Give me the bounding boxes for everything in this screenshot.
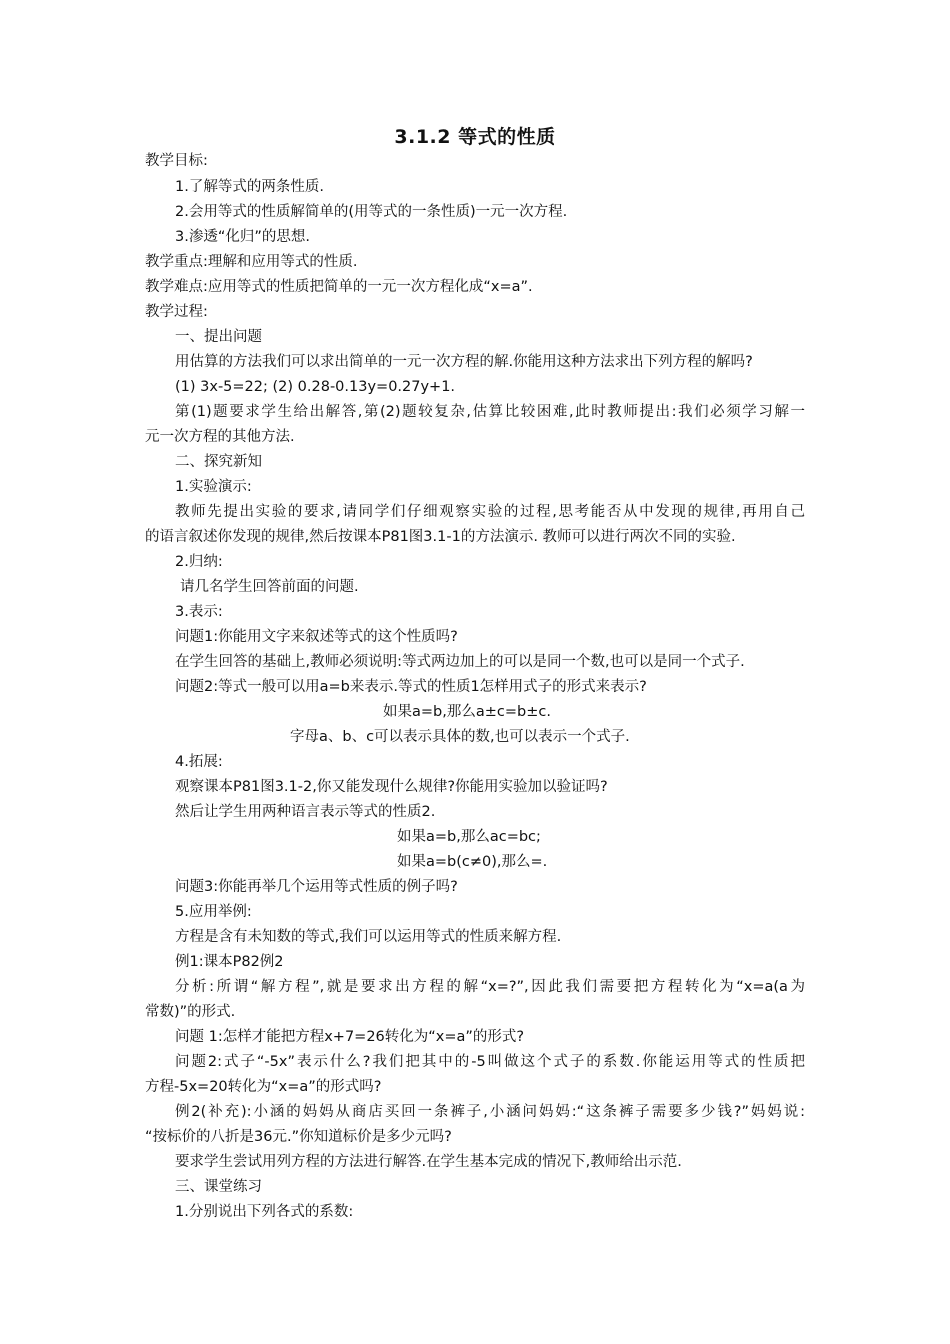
paragraph-line: 5.应用举例: <box>175 904 252 920</box>
formula-note: 字母a、b、c可以表示具体的数,也可以表示一个式子. <box>290 729 630 745</box>
paragraph-line: 常数)”的形式. <box>145 1004 236 1020</box>
paragraph-line: 教师先提出实验的要求,请同学们仔细观察实验的过程,思考能否从中发现的规律,再用自己 <box>175 504 805 520</box>
paragraph-line: 1.分别说出下列各式的系数: <box>175 1204 354 1220</box>
paragraph-line: 方程-5x=20转化为“x=a”的形式吗? <box>145 1079 382 1095</box>
section-heading-objectives: 教学目标: <box>145 153 208 169</box>
section-heading-process: 教学过程: <box>145 304 208 320</box>
formula-line: 如果a=b(c≠0),那么=. <box>397 854 548 870</box>
paragraph-line: “按标价的八折是36元.”你知道标价是多少元吗? <box>145 1129 452 1145</box>
subsection-heading: 一、提出问题 <box>175 329 262 345</box>
paragraph-line: 问题2:等式一般可以用a=b来表示.等式的性质1怎样用式子的形式来表示? <box>175 679 647 695</box>
subsection-heading: 三、课堂练习 <box>175 1179 262 1195</box>
paragraph-line: 在学生回答的基础上,教师必须说明:等式两边加上的可以是同一个数,也可以是同一个式子. <box>175 654 745 670</box>
paragraph-line: 第(1)题要求学生给出解答,第(2)题较复杂,估算比较困难,此时教师提出:我们必须学习解一 <box>175 404 805 420</box>
formula-line: 如果a=b,那么a±c=b±c. <box>383 704 551 720</box>
paragraph-line: 1.了解等式的两条性质. <box>175 179 324 195</box>
paragraph-line: 1.实验演示: <box>175 479 252 495</box>
paragraph-line: 4.拓展: <box>175 754 223 770</box>
paragraph-line: 问题2:式子“-5x”表示什么?我们把其中的-5叫做这个式子的系数.你能运用等式的性质把 <box>175 1054 805 1070</box>
paragraph-line: 问题3:你能再举几个运用等式性质的例子吗? <box>175 879 458 895</box>
paragraph-line: 请几名学生回答前面的问题. <box>180 579 359 595</box>
paragraph-line: 然后让学生用两种语言表示等式的性质2. <box>175 804 436 820</box>
paragraph-line: 问题1:你能用文字来叙述等式的这个性质吗? <box>175 629 458 645</box>
paragraph-line: 3.渗透“化归”的思想. <box>175 229 310 245</box>
paragraph-line: 用估算的方法我们可以求出简单的一元一次方程的解.你能用这种方法求出下列方程的解吗? <box>175 354 753 370</box>
paragraph-line: 观察课本P81图3.1-2,你又能发现什么规律?你能用实验加以验证吗? <box>175 779 608 795</box>
paragraph-line: 3.表示: <box>175 604 223 620</box>
paragraph-line: 2.归纳: <box>175 554 223 570</box>
section-heading-key-points: 教学重点:理解和应用等式的性质. <box>145 254 358 270</box>
equation-line: (1) 3x-5=22; (2) 0.28-0.13y=0.27y+1. <box>175 379 456 395</box>
formula-line: 如果a=b,那么ac=bc; <box>397 829 541 845</box>
paragraph-line: 方程是含有未知数的等式,我们可以运用等式的性质来解方程. <box>175 929 562 945</box>
paragraph-line: 例1:课本P82例2 <box>175 954 284 970</box>
paragraph-line: 的语言叙述你发现的规律,然后按课本P81图3.1-1的方法演示. 教师可以进行两次不同的实验. <box>145 529 736 545</box>
paragraph-line: 元一次方程的其他方法. <box>145 429 295 445</box>
section-heading-difficulties: 教学难点:应用等式的性质把简单的一元一次方程化成“x=a”. <box>145 279 533 295</box>
paragraph-line: 要求学生尝试用列方程的方法进行解答.在学生基本完成的情况下,教师给出示范. <box>175 1154 682 1170</box>
page-title: 3.1.2 等式的性质 <box>394 126 556 148</box>
paragraph-line: 分析:所谓“解方程”,就是要求出方程的解“x=?”,因此我们需要把方程转化为“x=a(a为 <box>175 979 805 995</box>
paragraph-line: 问题 1:怎样才能把方程x+7=26转化为“x=a”的形式? <box>175 1029 525 1045</box>
subsection-heading: 二、探究新知 <box>175 454 262 470</box>
paragraph-line: 例2(补充):小涵的妈妈从商店买回一条裤子,小涵问妈妈:“这条裤子需要多少钱?”妈妈说: <box>175 1104 805 1120</box>
paragraph-line: 2.会用等式的性质解简单的(用等式的一条性质)一元一次方程. <box>175 204 568 220</box>
